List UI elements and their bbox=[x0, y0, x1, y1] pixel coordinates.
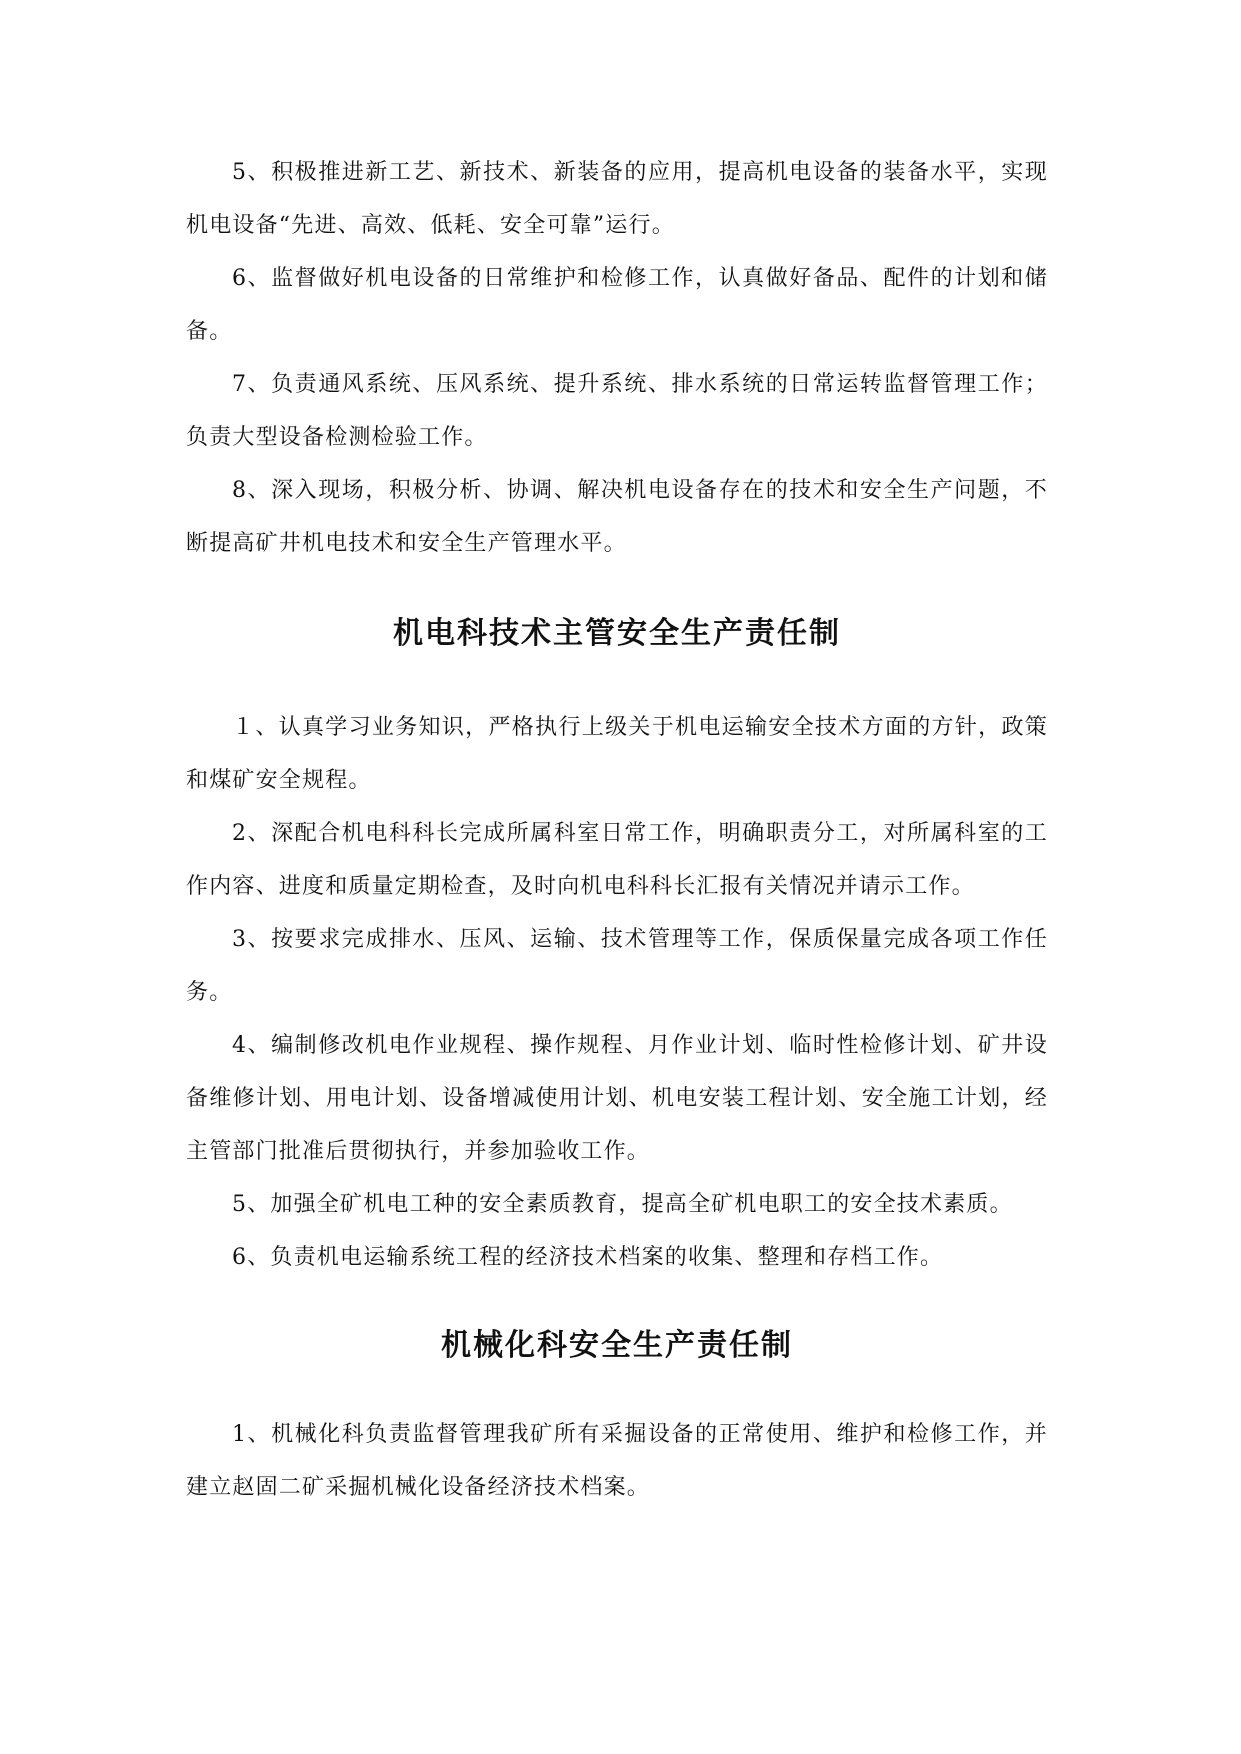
paragraph-a8: 8、深入现场，积极分析、协调、解决机电设备存在的技术和安全生产问题，不断提高矿井机电技术和安全生产管理水平。 bbox=[186, 478, 1048, 556]
paragraph-c1: 1、机械化科负责监督管理我矿所有采掘设备的正常使用、维护和检修工作，并建立赵固二矿采掘机械化设备经济技术档案。 bbox=[186, 1422, 1048, 1500]
paragraph-b6: 6、负责机电运输系统工程的经济技术档案的收集、整理和存档工作。 bbox=[232, 1245, 944, 1270]
paragraph-b1: １、认真学习业务知识，严格执行上级关于机电运输安全技术方面的方针，政策和煤矿安全规程。 bbox=[186, 715, 1048, 793]
section-title-mechanization: 机械化科安全生产责任制 bbox=[441, 1328, 793, 1363]
paragraph-b2: 2、深配合机电科科长完成所属科室日常工作，明确职责分工，对所属科室的工作内容、进度和质量定期检查，及时向机电科科长汇报有关情况并请示工作。 bbox=[186, 821, 1048, 899]
section-title-tech-supervisor: 机电科技术主管安全生产责任制 bbox=[393, 616, 841, 651]
paragraph-b3: 3、按要求完成排水、压风、运输、技术管理等工作，保质保量完成各项工作任务。 bbox=[186, 927, 1048, 1005]
paragraph-b4: 4、编制修改机电作业规程、操作规程、月作业计划、临时性检修计划、矿井设备维修计划、用电计划、设备增减使用计划、机电安装工程计划、安全施工计划，经主管部门批准后贯彻执行，并参加验收工作。 bbox=[186, 1033, 1048, 1164]
paragraph-a5: 5、积极推进新工艺、新技术、新装备的应用，提高机电设备的装备水平，实现机电设备“先进、高效、低耗、安全可靠”运行。 bbox=[186, 160, 1048, 238]
paragraph-b5: 5、加强全矿机电工种的安全素质教育，提高全矿机电职工的安全技术素质。 bbox=[232, 1192, 1013, 1217]
document-page bbox=[186, 146, 1048, 1514]
paragraph-a7: 7、负责通风系统、压风系统、提升系统、排水系统的日常运转监督管理工作；负责大型设备检测检验工作。 bbox=[186, 372, 1048, 450]
paragraph-a6: 6、监督做好机电设备的日常维护和检修工作，认真做好备品、配件的计划和储备。 bbox=[186, 266, 1048, 344]
